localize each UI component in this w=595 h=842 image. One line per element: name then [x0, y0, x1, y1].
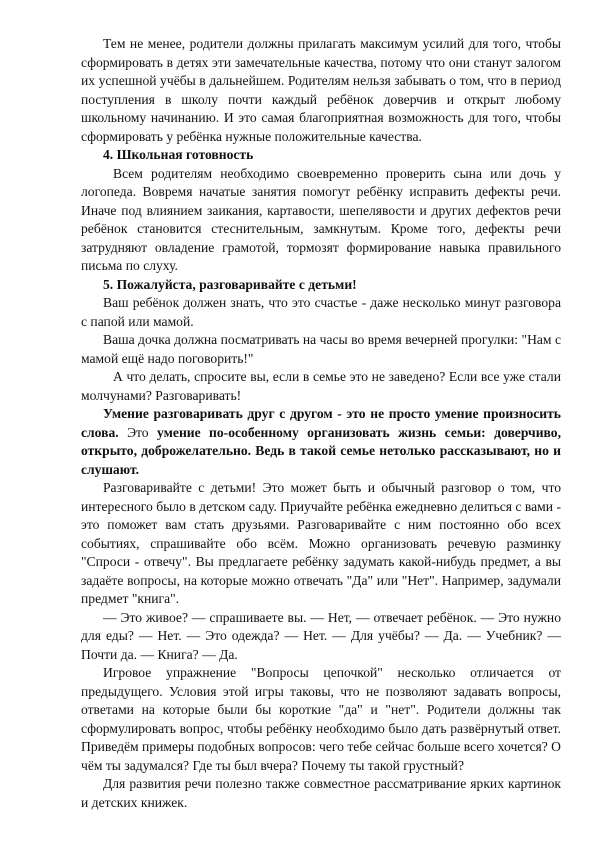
paragraph-parents-effort: Тем не менее, родители должны прилагать максимум усилий для того, чтобы сформировать в детях эти замечательные качества, потому что они станут залогом их успешной учёбы в дальнейшем. Родителям нельзя забывать о том, что в период поступления в школу почти каждый ребёнок доверчив и открыт любому школьному начинанию. И это самая благоприятная возможность для того, чтобы сформировать у ребёнка нужные положительные качества. [81, 36, 561, 144]
paragraph-pictures-books: Для развития речи полезно также совместное рассматривание ярких картинок и детских книжек. [81, 776, 561, 810]
heading-talk-with-children: 5. Пожалуйста, разговаривайте с детьми! [103, 276, 357, 292]
paragraph-what-to-do: А что делать, спросите вы, если в семье это не заведено? Если все уже стали молчунами? Разговаривать! [81, 369, 561, 403]
paragraph-chain-questions: Игровое упражнение "Вопросы цепочкой" несколько отличается от предыдущего. Условия этой игры таковы, что не позволяют задавать вопросы, ответами на которые были бы короткие "да" и "нет". Родители должны так сформулировать вопрос, чтобы ребёнку необходимо было дать развёрнутый ответ. Приведём примеры подобных вопросов: чего тебе сейчас больше всего хочется? О чём ты задумался? Где ты был вчера? Почему ты такой грустный? [81, 665, 561, 773]
connector-text: Это [118, 424, 158, 440]
paragraph-talking-skill [81, 405, 561, 479]
paragraph-daughter-walk: Ваша дочка должна посматривать на часы во время вечерней прогулки: "Нам с мамой ещё надо поговорить!" [81, 332, 561, 366]
paragraph-dialog-example: — Это живое? — спрашиваете вы. — Нет, — отвечает ребёнок. — Это нужно для еды? — Нет. — Это одежда? — Нет. — Для учёбы? — Да. — Учебник? — Почти да. — Книга? — Да. [81, 609, 561, 662]
paragraph-happiness: Ваш ребёнок должен знать, что это счастье - даже несколько минут разговора с папой или мамой. [81, 295, 561, 329]
paragraph-speech-therapist: Всем родителям необходимо своевременно проверить сына или дочь у логопеда. Вовремя начатые занятия помогут ребёнку исправить дефекты речи. Иначе под влиянием заикания, картавости, шепелявости и других дефектов речи ребёнок становится стеснительным, замкнутым. Кроме того, дефекты речи затрудняют овладение грамотой, тормозят формирование навыка правильного письма по слуху. [81, 165, 561, 273]
document-page [81, 35, 561, 812]
bold-family-life: умение по-особенному организовать жизнь семьи: доверчиво, открыто, доброжелательно. Ведь в такой семье нетолько рассказывают, но и слушают. [81, 424, 561, 477]
heading-school-readiness: 4. Школьная готовность [103, 147, 254, 162]
paragraph-talk-game: Разговаривайте с детьми! Это может быть и обычный разговор о том, что интересного было в детском саду. Приучайте ребёнка ежедневно делиться с вами - это поможет вам стать друзьями. Разговаривайте с ним постоянно обо всех событиях, спрашивайте обо всём. Можно организовать речевую разминку "Спроси - отвечу". Вы предлагаете ребёнку задумать какой-нибудь предмет, а вы задаёте вопросы, на которые можно отвечать "Да" или "Нет". Например, задумали предмет "книга". [81, 480, 561, 606]
bold-talking-skill: Умение разговаривать друг с другом - это не просто умение произносить слова. [81, 406, 561, 440]
